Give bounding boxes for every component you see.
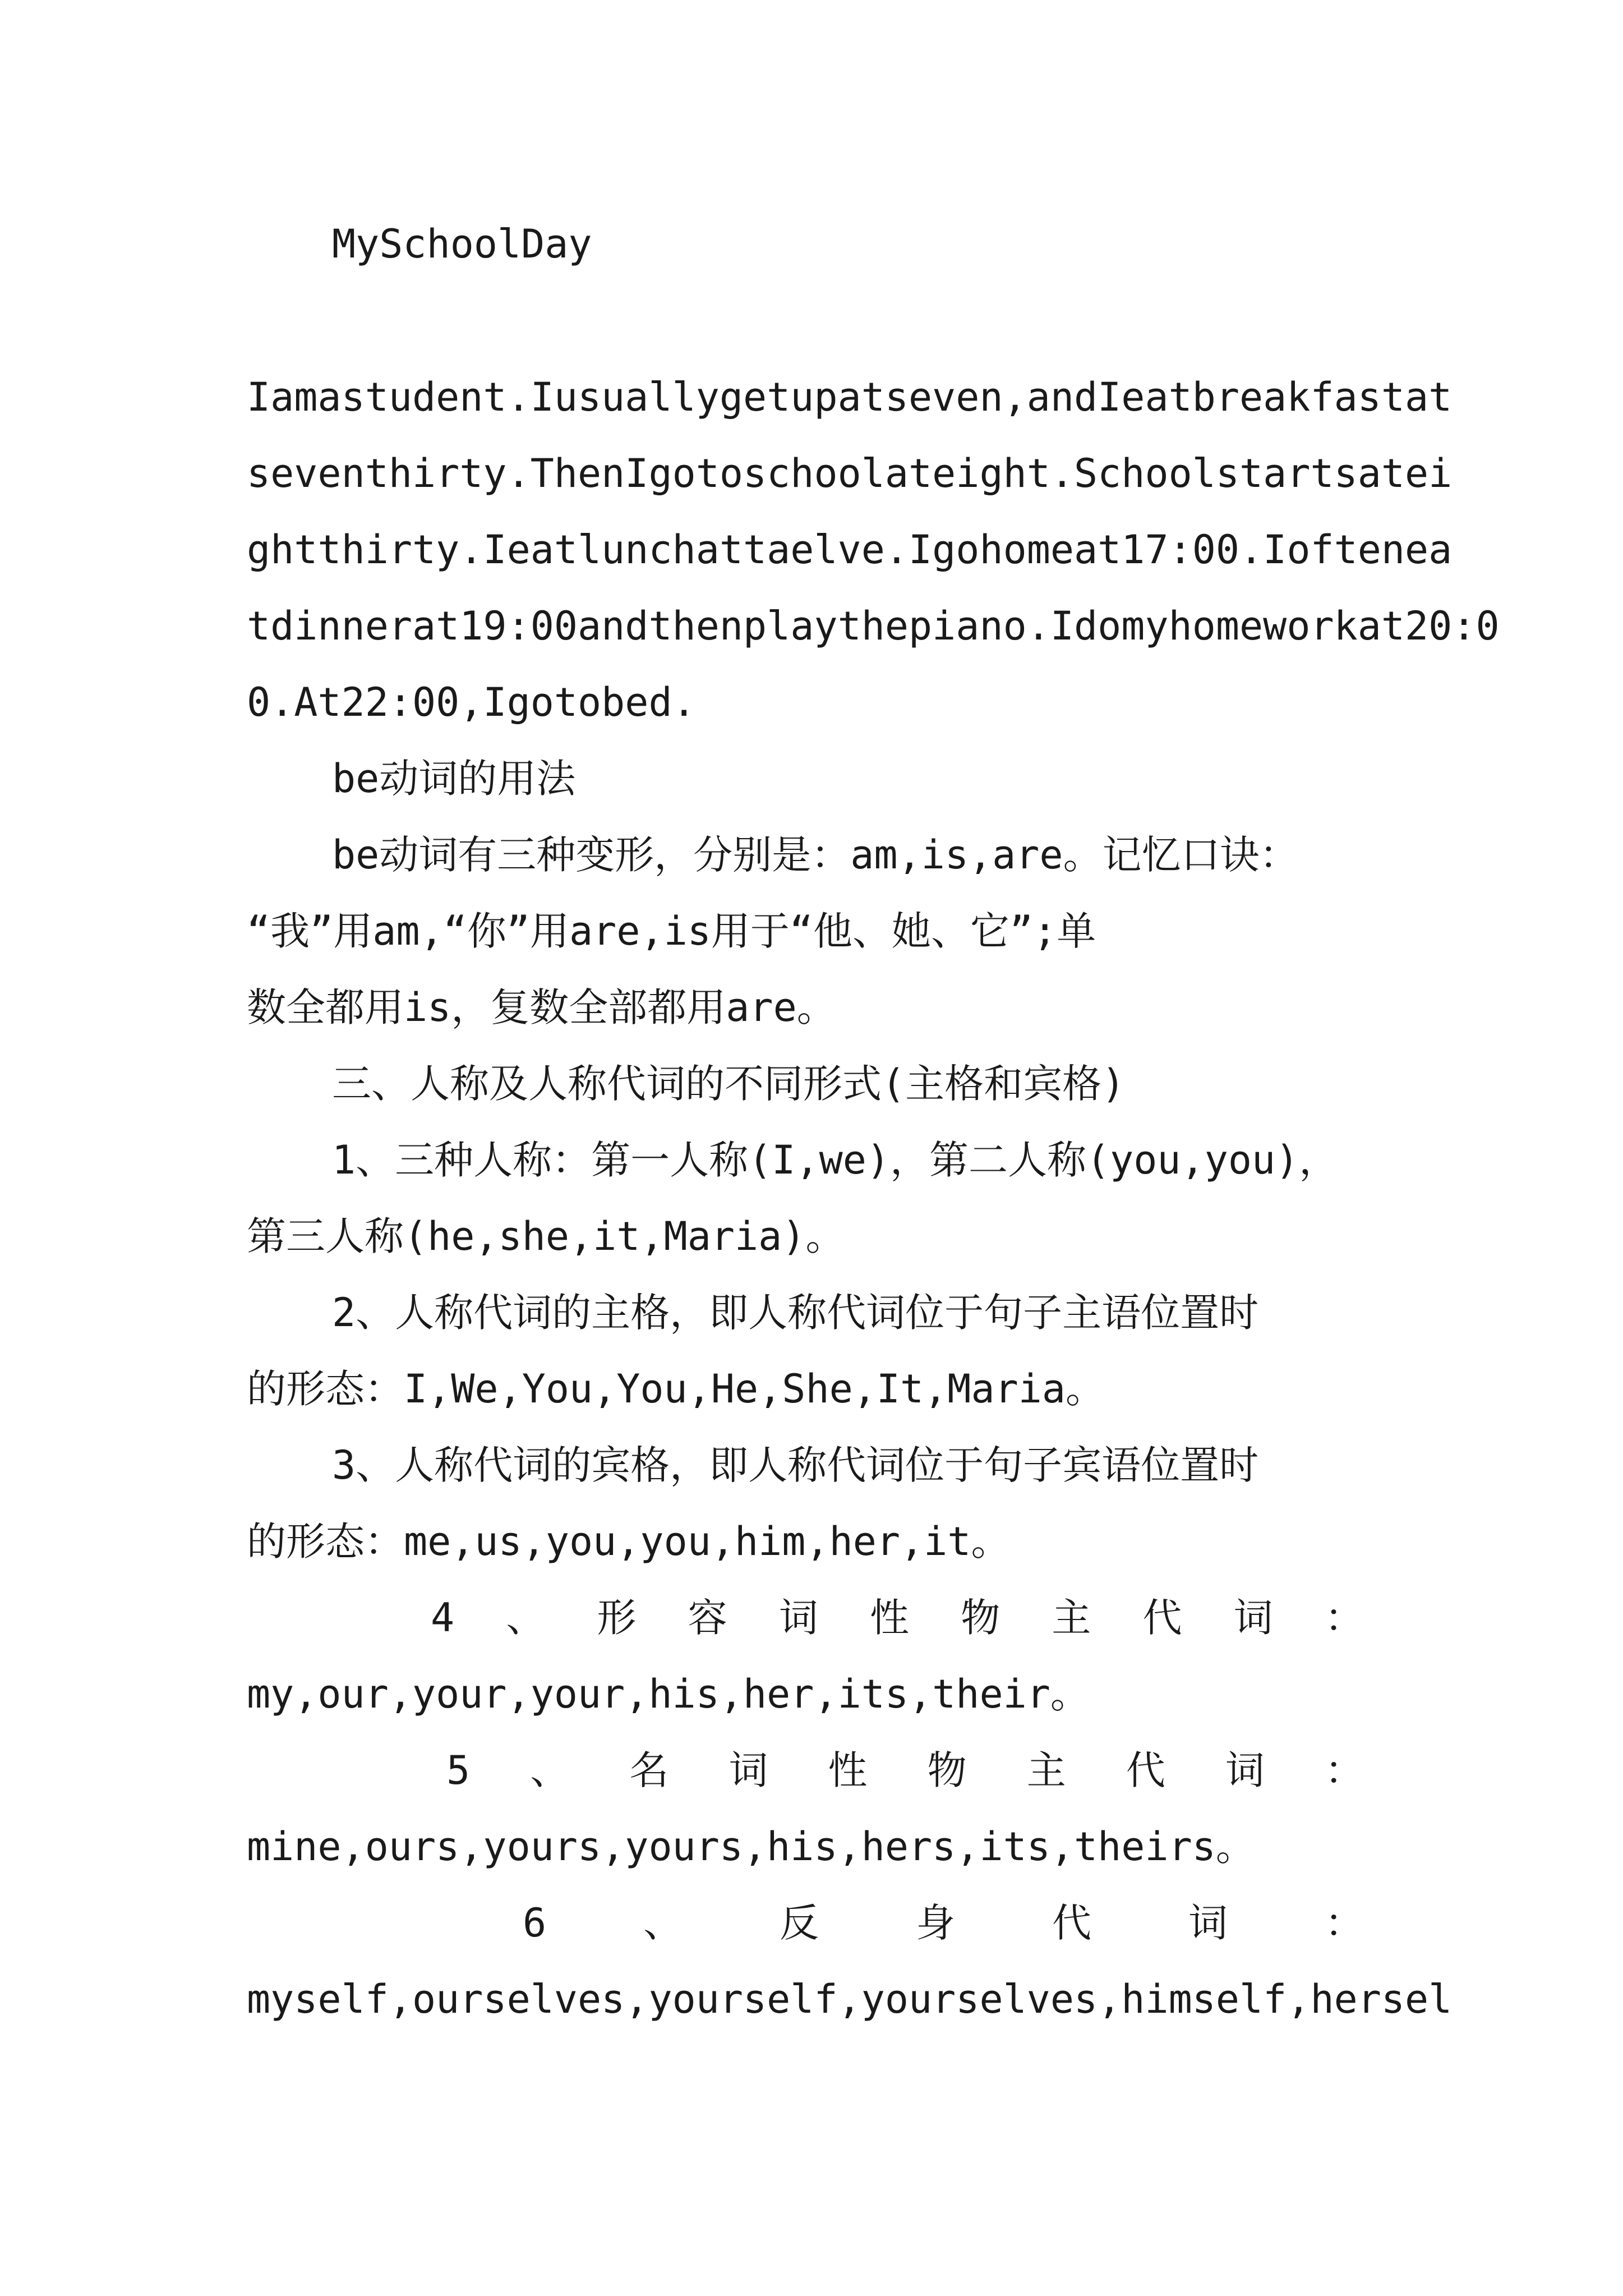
- paragraph-line: seventhirty.ThenIgotoschoolateight.Schoolstartsatei: [247, 450, 1453, 496]
- list-item-4-token: 代: [1142, 1595, 1182, 1641]
- list-item-4-token: 主: [1052, 1595, 1091, 1641]
- list-item-6-token: 身: [916, 1900, 956, 1946]
- list-item-4-token: 词: [1233, 1595, 1273, 1641]
- paragraph-line: be动词有三种变形，分别是：am,is,are。记忆口诀：: [332, 832, 1299, 878]
- list-item-3-continuation: 的形态：me,us,you,you,him,her,it。: [247, 1519, 1011, 1565]
- list-item-5-token: 、: [530, 1747, 570, 1793]
- list-item-5-token: 物: [927, 1747, 967, 1793]
- list-item-5: [446, 1742, 1364, 1798]
- paragraph-line: Iamastudent.Iusuallygetupatseven,andIeatbreakfastat: [247, 374, 1453, 420]
- list-item-4-token: 、: [506, 1595, 546, 1641]
- list-item-5-token: 主: [1026, 1747, 1066, 1793]
- list-item-6-token: ：: [1324, 1900, 1364, 1946]
- paragraph-line: ghtthirty.Ieatlunchattaelve.Igohomeat17:00.Ioftenea: [247, 527, 1453, 573]
- list-item-6-token: 反: [780, 1900, 819, 1946]
- list-item-4-token: 形: [597, 1595, 637, 1641]
- list-item-4-token: 物: [961, 1595, 1000, 1641]
- list-item-5-continuation: mine,ours,yours,yours,his,hers,its,theirs。: [247, 1824, 1255, 1870]
- list-item-1: 1、三种人称：第一人称(I,we)，第二人称(you,you)，: [332, 1137, 1339, 1183]
- list-item-4-token: 词: [778, 1595, 818, 1641]
- list-item-2: 2、人称代词的主格，即人称代词位于句子主语位置时: [332, 1290, 1259, 1336]
- list-item-5-token: 名: [629, 1747, 669, 1793]
- paragraph-line: 0.At22:00,Igotobed.: [247, 679, 696, 725]
- list-item-4: [431, 1590, 1364, 1646]
- list-item-4-token: 容: [688, 1595, 727, 1641]
- list-item-5-token: 5: [446, 1747, 471, 1793]
- list-item-3: 3、人称代词的宾格，即人称代词位于句子宾语位置时: [332, 1442, 1259, 1488]
- list-item-6-token: 、: [643, 1900, 683, 1946]
- list-item-6-continuation: myself,ourselves,yourself,yourselves,himself,hersel: [247, 1976, 1453, 2022]
- paragraph-line: 数全都用is，复数全部都用are。: [247, 984, 836, 1030]
- list-item-5-token: 代: [1126, 1747, 1165, 1793]
- list-item-1-continuation: 第三人称(he,she,it,Maria)。: [247, 1213, 845, 1259]
- list-item-5-token: ：: [1325, 1747, 1364, 1793]
- list-item-4-continuation: my,our,your,your,his,her,its,their。: [247, 1671, 1090, 1717]
- list-item-2-continuation: 的形态：I,We,You,You,He,She,It,Maria。: [247, 1366, 1105, 1412]
- page-title: MySchoolDay: [332, 221, 592, 267]
- list-item-6-token: 6: [523, 1900, 547, 1946]
- list-item-5-token: 词: [728, 1747, 768, 1793]
- list-item-6: [523, 1895, 1364, 1951]
- list-item-6-token: 词: [1188, 1900, 1228, 1946]
- list-item-6-token: 代: [1052, 1900, 1092, 1946]
- paragraph-line: “我”用am,“你”用are,is用于“他、她、它”;单: [247, 908, 1096, 954]
- list-item-4-token: 性: [870, 1595, 910, 1641]
- list-item-5-token: 词: [1225, 1747, 1265, 1793]
- section-heading-pronouns: 三、人称及人称代词的不同形式(主格和宾格): [332, 1061, 1126, 1107]
- list-item-4-token: 4: [431, 1595, 455, 1641]
- section-heading-be: be动词的用法: [332, 756, 576, 802]
- list-item-4-token: ：: [1324, 1595, 1364, 1641]
- list-item-5-token: 性: [828, 1747, 868, 1793]
- paragraph-line: tdinnerat19:00andthenplaythepiano.Idomyhomeworkat20:0: [247, 603, 1500, 649]
